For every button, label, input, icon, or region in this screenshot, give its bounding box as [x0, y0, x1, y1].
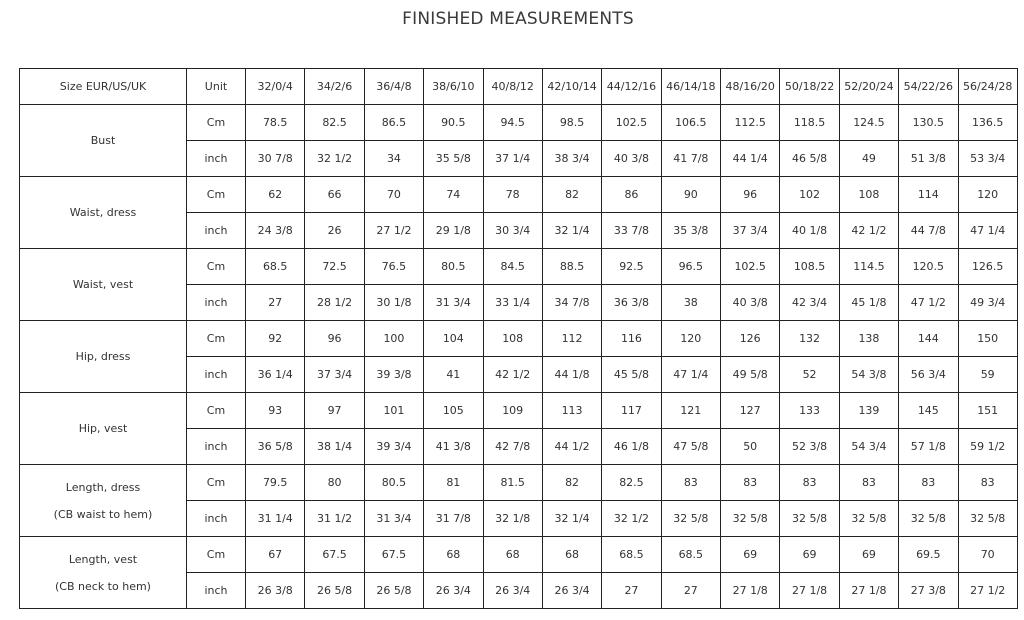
value-cell: 108 — [839, 177, 898, 213]
value-cell: 68 — [542, 537, 601, 573]
table-row — [20, 465, 1018, 501]
header-row — [20, 69, 1018, 105]
value-cell: 118.5 — [780, 105, 839, 141]
value-cell: 47 5/8 — [661, 429, 720, 465]
value-cell: 145 — [899, 393, 958, 429]
value-cell: 32 1/4 — [542, 501, 601, 537]
value-cell: 47 1/2 — [899, 285, 958, 321]
value-cell: 82.5 — [602, 465, 661, 501]
value-cell: 86 — [602, 177, 661, 213]
size-header-cell: 48/16/20 — [721, 69, 780, 105]
value-cell: 106.5 — [661, 105, 720, 141]
value-cell: 79.5 — [246, 465, 305, 501]
value-cell: 32 5/8 — [780, 501, 839, 537]
value-cell: 35 5/8 — [424, 141, 483, 177]
table-row — [20, 177, 1018, 213]
value-cell: 132 — [780, 321, 839, 357]
unit-cell: Cm — [187, 177, 246, 213]
value-cell: 32 5/8 — [958, 501, 1017, 537]
value-cell: 46 1/8 — [602, 429, 661, 465]
value-cell: 44 1/2 — [542, 429, 601, 465]
value-cell: 31 3/4 — [364, 501, 423, 537]
value-cell: 37 3/4 — [721, 213, 780, 249]
value-cell: 39 3/8 — [364, 357, 423, 393]
value-cell: 112.5 — [721, 105, 780, 141]
measurement-label-line: (CB waist to hem) — [53, 507, 153, 521]
value-cell: 84.5 — [483, 249, 542, 285]
value-cell: 27 1/8 — [780, 573, 839, 609]
unit-cell: inch — [187, 357, 246, 393]
measurement-label — [20, 537, 187, 609]
value-cell: 26 3/4 — [542, 573, 601, 609]
value-cell: 102.5 — [602, 105, 661, 141]
value-cell: 33 7/8 — [602, 213, 661, 249]
size-header-cell: 52/20/24 — [839, 69, 898, 105]
value-cell: 29 1/8 — [424, 213, 483, 249]
value-cell: 49 5/8 — [721, 357, 780, 393]
measurement-label — [20, 249, 187, 321]
value-cell: 31 1/2 — [305, 501, 364, 537]
page-title: FINISHED MEASUREMENTS — [402, 9, 634, 29]
value-cell: 114.5 — [839, 249, 898, 285]
value-cell: 96 — [305, 321, 364, 357]
value-cell: 68.5 — [602, 537, 661, 573]
unit-cell: inch — [187, 213, 246, 249]
value-cell: 33 1/4 — [483, 285, 542, 321]
size-header-cell: 54/22/26 — [899, 69, 958, 105]
value-cell: 47 1/4 — [661, 357, 720, 393]
size-header-cell: 50/18/22 — [780, 69, 839, 105]
value-cell: 53 3/4 — [958, 141, 1017, 177]
value-cell: 27 3/8 — [899, 573, 958, 609]
value-cell: 38 3/4 — [542, 141, 601, 177]
value-cell: 136.5 — [958, 105, 1017, 141]
value-cell: 42 1/2 — [483, 357, 542, 393]
value-cell: 26 3/4 — [424, 573, 483, 609]
value-cell: 102.5 — [721, 249, 780, 285]
value-cell: 32 5/8 — [899, 501, 958, 537]
value-cell: 34 7/8 — [542, 285, 601, 321]
value-cell: 126 — [721, 321, 780, 357]
value-cell: 120 — [958, 177, 1017, 213]
value-cell: 86.5 — [364, 105, 423, 141]
value-cell: 69.5 — [899, 537, 958, 573]
value-cell: 41 7/8 — [661, 141, 720, 177]
value-cell: 72.5 — [305, 249, 364, 285]
value-cell: 36 3/8 — [602, 285, 661, 321]
unit-cell: inch — [187, 429, 246, 465]
size-header-cell: 44/12/16 — [602, 69, 661, 105]
value-cell: 78.5 — [246, 105, 305, 141]
measurement-label — [20, 321, 187, 393]
value-cell: 67.5 — [364, 537, 423, 573]
value-cell: 83 — [721, 465, 780, 501]
value-cell: 45 1/8 — [839, 285, 898, 321]
value-cell: 46 5/8 — [780, 141, 839, 177]
measurement-label-line: Waist, dress — [69, 206, 137, 219]
value-cell: 78 — [483, 177, 542, 213]
value-cell: 124.5 — [839, 105, 898, 141]
size-header-cell: 34/2/6 — [305, 69, 364, 105]
size-header-cell: 42/10/14 — [542, 69, 601, 105]
value-cell: 32 1/2 — [305, 141, 364, 177]
value-cell: 130.5 — [899, 105, 958, 141]
value-cell: 113 — [542, 393, 601, 429]
value-cell: 31 1/4 — [246, 501, 305, 537]
value-cell: 32 1/8 — [483, 501, 542, 537]
value-cell: 82 — [542, 177, 601, 213]
value-cell: 51 3/8 — [899, 141, 958, 177]
value-cell: 37 3/4 — [305, 357, 364, 393]
value-cell: 83 — [780, 465, 839, 501]
value-cell: 40 1/8 — [780, 213, 839, 249]
value-cell: 40 3/8 — [721, 285, 780, 321]
value-cell: 83 — [899, 465, 958, 501]
value-cell: 81.5 — [483, 465, 542, 501]
unit-cell: inch — [187, 285, 246, 321]
value-cell: 88.5 — [542, 249, 601, 285]
value-cell: 144 — [899, 321, 958, 357]
value-cell: 26 3/8 — [246, 573, 305, 609]
value-cell: 49 — [839, 141, 898, 177]
value-cell: 120 — [661, 321, 720, 357]
size-header-cell: 40/8/12 — [483, 69, 542, 105]
unit-cell: Cm — [187, 465, 246, 501]
value-cell: 102 — [780, 177, 839, 213]
value-cell: 36 5/8 — [246, 429, 305, 465]
value-cell: 83 — [958, 465, 1017, 501]
value-cell: 69 — [721, 537, 780, 573]
value-cell: 98.5 — [542, 105, 601, 141]
size-header-cell: 36/4/8 — [364, 69, 423, 105]
value-cell: 68 — [483, 537, 542, 573]
value-cell: 47 1/4 — [958, 213, 1017, 249]
value-cell: 112 — [542, 321, 601, 357]
value-cell: 27 — [246, 285, 305, 321]
value-cell: 30 3/4 — [483, 213, 542, 249]
size-column-header: Size EUR/US/UK — [20, 69, 187, 105]
measurement-label — [20, 105, 187, 177]
unit-cell: Cm — [187, 393, 246, 429]
size-header-cell: 38/6/10 — [424, 69, 483, 105]
value-cell: 34 — [364, 141, 423, 177]
value-cell: 67 — [246, 537, 305, 573]
value-cell: 59 — [958, 357, 1017, 393]
value-cell: 96.5 — [661, 249, 720, 285]
value-cell: 92 — [246, 321, 305, 357]
value-cell: 38 1/4 — [305, 429, 364, 465]
value-cell: 96 — [721, 177, 780, 213]
value-cell: 105 — [424, 393, 483, 429]
value-cell: 39 3/4 — [364, 429, 423, 465]
value-cell: 68 — [424, 537, 483, 573]
value-cell: 36 1/4 — [246, 357, 305, 393]
value-cell: 35 3/8 — [661, 213, 720, 249]
measurement-label-line: (CB neck to hem) — [55, 579, 151, 593]
value-cell: 42 7/8 — [483, 429, 542, 465]
table-row — [20, 321, 1018, 357]
value-cell: 27 — [661, 573, 720, 609]
value-cell: 66 — [305, 177, 364, 213]
unit-cell: inch — [187, 573, 246, 609]
value-cell: 74 — [424, 177, 483, 213]
unit-cell: inch — [187, 141, 246, 177]
value-cell: 68.5 — [246, 249, 305, 285]
value-cell: 83 — [839, 465, 898, 501]
size-header-cell: 46/14/18 — [661, 69, 720, 105]
measurement-label-line: Waist, vest — [72, 278, 134, 291]
value-cell: 76.5 — [364, 249, 423, 285]
value-cell: 44 1/4 — [721, 141, 780, 177]
value-cell: 52 — [780, 357, 839, 393]
value-cell: 50 — [721, 429, 780, 465]
value-cell: 32 1/4 — [542, 213, 601, 249]
measurement-label-line: Hip, dress — [75, 350, 131, 363]
value-cell: 57 1/8 — [899, 429, 958, 465]
value-cell: 62 — [246, 177, 305, 213]
value-cell: 93 — [246, 393, 305, 429]
value-cell: 41 — [424, 357, 483, 393]
value-cell: 45 5/8 — [602, 357, 661, 393]
measurement-label-line: Hip, vest — [78, 422, 128, 435]
value-cell: 101 — [364, 393, 423, 429]
value-cell: 90.5 — [424, 105, 483, 141]
value-cell: 42 3/4 — [780, 285, 839, 321]
value-cell: 27 1/2 — [364, 213, 423, 249]
table-row — [20, 537, 1018, 573]
value-cell: 121 — [661, 393, 720, 429]
value-cell: 80 — [305, 465, 364, 501]
value-cell: 32 5/8 — [661, 501, 720, 537]
value-cell: 26 5/8 — [364, 573, 423, 609]
value-cell: 139 — [839, 393, 898, 429]
value-cell: 38 — [661, 285, 720, 321]
value-cell: 70 — [958, 537, 1017, 573]
value-cell: 109 — [483, 393, 542, 429]
value-cell: 28 1/2 — [305, 285, 364, 321]
value-cell: 81 — [424, 465, 483, 501]
value-cell: 108.5 — [780, 249, 839, 285]
value-cell: 26 3/4 — [483, 573, 542, 609]
value-cell: 41 3/8 — [424, 429, 483, 465]
value-cell: 94.5 — [483, 105, 542, 141]
value-cell: 27 1/2 — [958, 573, 1017, 609]
value-cell: 120.5 — [899, 249, 958, 285]
value-cell: 30 1/8 — [364, 285, 423, 321]
value-cell: 26 5/8 — [305, 573, 364, 609]
measurement-label — [20, 177, 187, 249]
unit-cell: Cm — [187, 249, 246, 285]
value-cell: 32 5/8 — [721, 501, 780, 537]
value-cell: 151 — [958, 393, 1017, 429]
value-cell: 27 — [602, 573, 661, 609]
value-cell: 108 — [483, 321, 542, 357]
value-cell: 44 7/8 — [899, 213, 958, 249]
value-cell: 80.5 — [424, 249, 483, 285]
value-cell: 100 — [364, 321, 423, 357]
value-cell: 126.5 — [958, 249, 1017, 285]
value-cell: 138 — [839, 321, 898, 357]
measurement-label — [20, 393, 187, 465]
measurement-label-line: Bust — [90, 134, 116, 147]
value-cell: 44 1/8 — [542, 357, 601, 393]
value-cell: 82 — [542, 465, 601, 501]
unit-cell: Cm — [187, 105, 246, 141]
value-cell: 24 3/8 — [246, 213, 305, 249]
value-cell: 82.5 — [305, 105, 364, 141]
value-cell: 32 5/8 — [839, 501, 898, 537]
value-cell: 42 1/2 — [839, 213, 898, 249]
unit-cell: inch — [187, 501, 246, 537]
measurement-label-line: Length, vest — [68, 552, 138, 566]
value-cell: 26 — [305, 213, 364, 249]
value-cell: 90 — [661, 177, 720, 213]
value-cell: 40 3/8 — [602, 141, 661, 177]
value-cell: 31 3/4 — [424, 285, 483, 321]
value-cell: 150 — [958, 321, 1017, 357]
value-cell: 52 3/8 — [780, 429, 839, 465]
measurements-table — [19, 68, 1018, 609]
value-cell: 54 3/8 — [839, 357, 898, 393]
value-cell: 69 — [839, 537, 898, 573]
value-cell: 54 3/4 — [839, 429, 898, 465]
value-cell: 104 — [424, 321, 483, 357]
unit-cell: Cm — [187, 321, 246, 357]
value-cell: 59 1/2 — [958, 429, 1017, 465]
value-cell: 31 7/8 — [424, 501, 483, 537]
table-row — [20, 105, 1018, 141]
value-cell: 114 — [899, 177, 958, 213]
unit-cell: Cm — [187, 537, 246, 573]
value-cell: 117 — [602, 393, 661, 429]
value-cell: 116 — [602, 321, 661, 357]
value-cell: 80.5 — [364, 465, 423, 501]
size-header-cell: 32/0/4 — [246, 69, 305, 105]
value-cell: 83 — [661, 465, 720, 501]
value-cell: 133 — [780, 393, 839, 429]
value-cell: 67.5 — [305, 537, 364, 573]
value-cell: 49 3/4 — [958, 285, 1017, 321]
value-cell: 92.5 — [602, 249, 661, 285]
value-cell: 97 — [305, 393, 364, 429]
value-cell: 68.5 — [661, 537, 720, 573]
value-cell: 70 — [364, 177, 423, 213]
measurement-label — [20, 465, 187, 537]
table-row — [20, 249, 1018, 285]
measurement-label-line: Length, dress — [65, 480, 141, 494]
value-cell: 69 — [780, 537, 839, 573]
value-cell: 27 1/8 — [721, 573, 780, 609]
size-header-cell: 56/24/28 — [958, 69, 1017, 105]
value-cell: 30 7/8 — [246, 141, 305, 177]
value-cell: 127 — [721, 393, 780, 429]
unit-column-header: Unit — [187, 69, 246, 105]
value-cell: 37 1/4 — [483, 141, 542, 177]
value-cell: 27 1/8 — [839, 573, 898, 609]
table-row — [20, 393, 1018, 429]
value-cell: 32 1/2 — [602, 501, 661, 537]
value-cell: 56 3/4 — [899, 357, 958, 393]
